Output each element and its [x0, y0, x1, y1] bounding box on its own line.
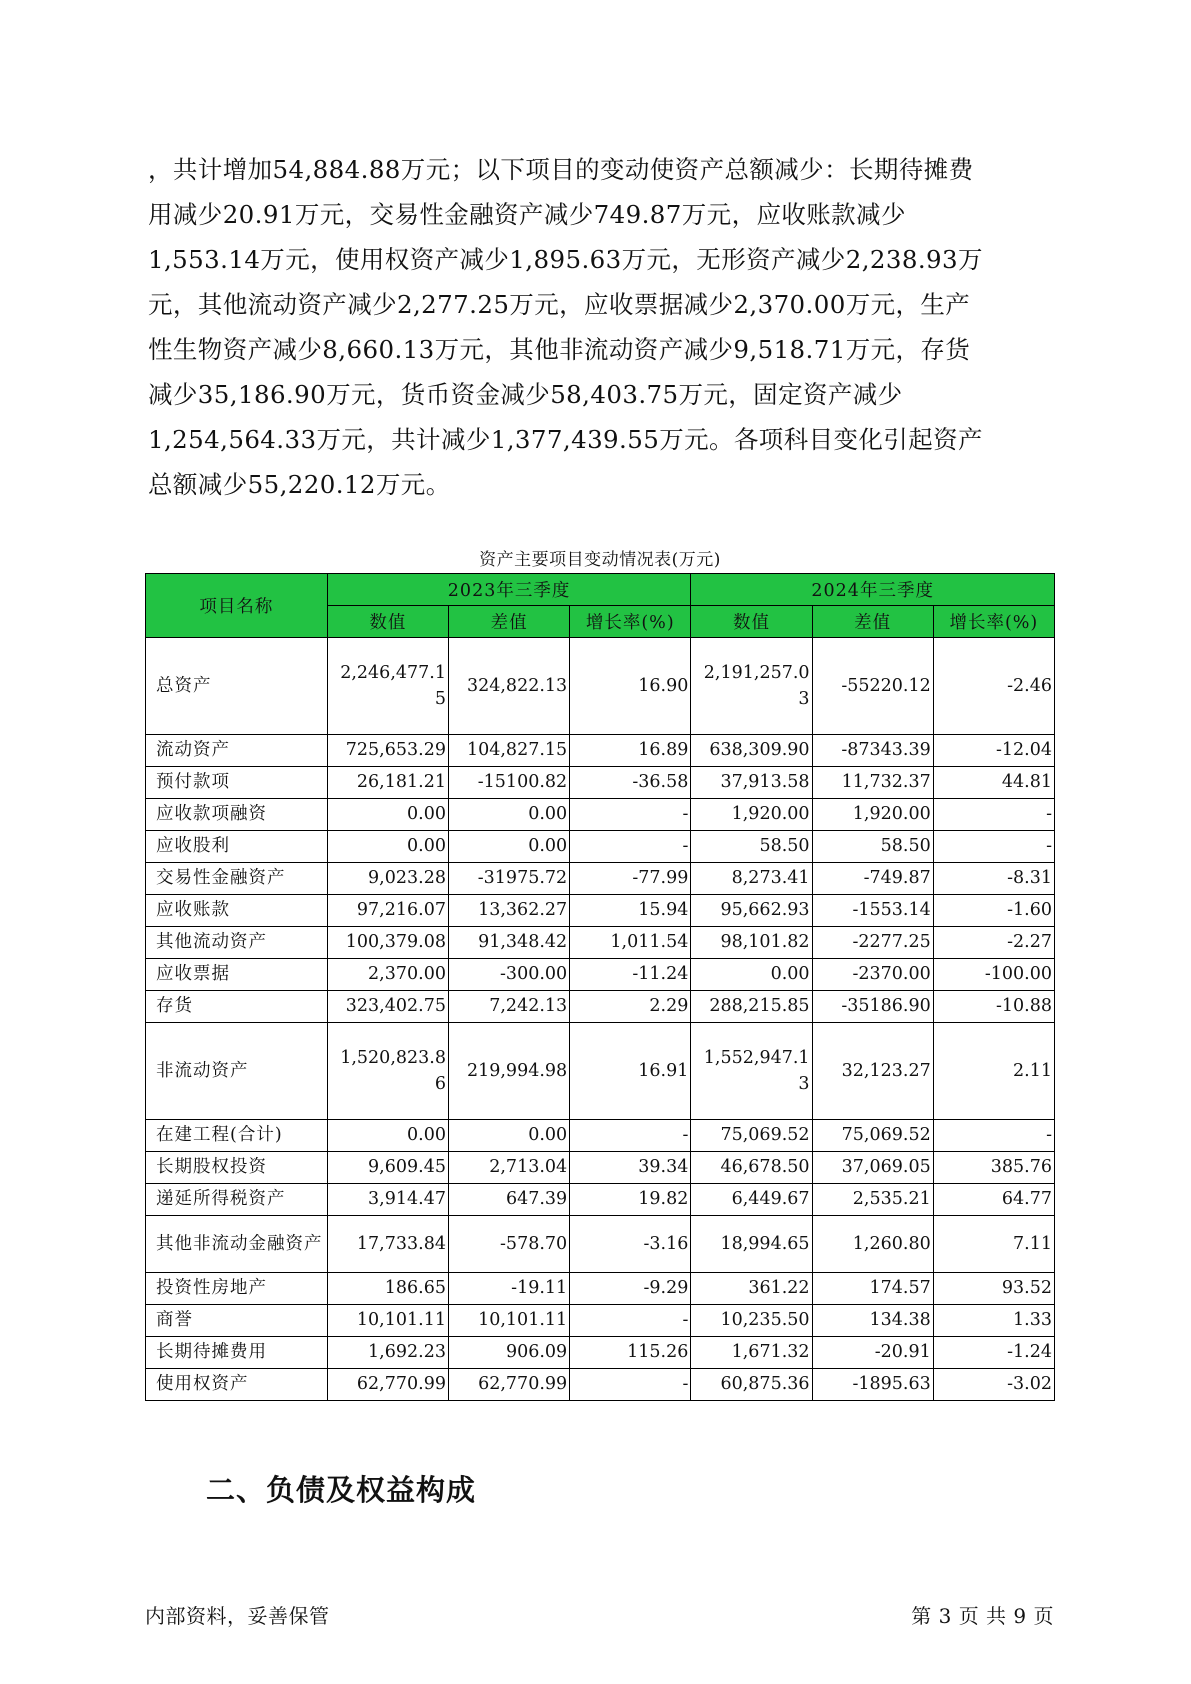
- rate-2023: -: [570, 1369, 691, 1401]
- value-2023: 323,402.75: [327, 991, 448, 1023]
- asset-change-table: [145, 573, 1055, 1401]
- header-diff-2023: 差值: [448, 606, 569, 638]
- table-row: [146, 895, 1055, 927]
- rate-2023: 15.94: [570, 895, 691, 927]
- header-value-2024: 数值: [691, 606, 812, 638]
- row-item-name: 应收股利: [146, 831, 328, 863]
- rate-2024: -1.24: [933, 1337, 1054, 1369]
- paragraph-line: 总额减少55,220.12万元。: [148, 470, 451, 499]
- rate-2024: 1.33: [933, 1305, 1054, 1337]
- diff-2023: -31975.72: [448, 863, 569, 895]
- diff-2023: 104,827.15: [448, 735, 569, 767]
- rate-2024: -3.02: [933, 1369, 1054, 1401]
- rate-2024: -2.46: [933, 638, 1054, 735]
- value-2023: 9,609.45: [327, 1152, 448, 1184]
- row-item-name: 其他非流动金融资产: [146, 1216, 328, 1273]
- header-rate-2023: 增长率(%): [570, 606, 691, 638]
- row-item-name: 投资性房地产: [146, 1273, 328, 1305]
- header-2024-group: 2024年三季度: [691, 574, 1055, 606]
- value-2024: 37,913.58: [691, 767, 812, 799]
- rate-2023: -11.24: [570, 959, 691, 991]
- diff-2024: 11,732.37: [812, 767, 933, 799]
- row-item-name: 长期待摊费用: [146, 1337, 328, 1369]
- diff-2024: 75,069.52: [812, 1120, 933, 1152]
- rate-2023: 16.90: [570, 638, 691, 735]
- diff-2024: 1,260.80: [812, 1216, 933, 1273]
- rate-2024: -12.04: [933, 735, 1054, 767]
- diff-2024: -1895.63: [812, 1369, 933, 1401]
- diff-2023: 0.00: [448, 1120, 569, 1152]
- value-2023: 97,216.07: [327, 895, 448, 927]
- value-2024: 95,662.93: [691, 895, 812, 927]
- header-value-2023: 数值: [327, 606, 448, 638]
- paragraph-line: 用减少20.91万元，交易性金融资产减少749.87万元，应收账款减少: [148, 200, 906, 229]
- paragraph-line: 减少35,186.90万元，货币资金减少58,403.75万元，固定资产减少: [148, 380, 903, 409]
- value-2024: 638,309.90: [691, 735, 812, 767]
- value-2023: 0.00: [327, 1120, 448, 1152]
- value-2024: 18,994.65: [691, 1216, 812, 1273]
- diff-2024: 1,920.00: [812, 799, 933, 831]
- table-row: [146, 927, 1055, 959]
- value-2024: 58.50: [691, 831, 812, 863]
- row-item-name: 总资产: [146, 638, 328, 735]
- table-row: [146, 767, 1055, 799]
- diff-2023: 0.00: [448, 831, 569, 863]
- diff-2024: 2,535.21: [812, 1184, 933, 1216]
- table-row: [146, 991, 1055, 1023]
- value-2024: 10,235.50: [691, 1305, 812, 1337]
- diff-2023: 324,822.13: [448, 638, 569, 735]
- table-row: [146, 1152, 1055, 1184]
- row-item-name: 商誉: [146, 1305, 328, 1337]
- rate-2023: -9.29: [570, 1273, 691, 1305]
- table-header-row: [146, 574, 1055, 606]
- value-2023: 100,379.08: [327, 927, 448, 959]
- rate-2024: -1.60: [933, 895, 1054, 927]
- diff-2024: -35186.90: [812, 991, 933, 1023]
- diff-2023: -578.70: [448, 1216, 569, 1273]
- rate-2023: 16.89: [570, 735, 691, 767]
- rate-2023: -: [570, 831, 691, 863]
- diff-2024: -87343.39: [812, 735, 933, 767]
- footer-left: 内部资料，妥善保管: [145, 1604, 330, 1628]
- rate-2023: -: [570, 1120, 691, 1152]
- diff-2023: 7,242.13: [448, 991, 569, 1023]
- rate-2023: 16.91: [570, 1023, 691, 1120]
- rate-2023: 1,011.54: [570, 927, 691, 959]
- value-2024: 8,273.41: [691, 863, 812, 895]
- rate-2024: 93.52: [933, 1273, 1054, 1305]
- row-item-name: 预付款项: [146, 767, 328, 799]
- value-2024: 361.22: [691, 1273, 812, 1305]
- rate-2023: -36.58: [570, 767, 691, 799]
- diff-2024: 58.50: [812, 831, 933, 863]
- rate-2024: -: [933, 831, 1054, 863]
- diff-2024: -749.87: [812, 863, 933, 895]
- value-2024: 75,069.52: [691, 1120, 812, 1152]
- footer-page-number: 第 3 页 共 9 页: [911, 1604, 1054, 1628]
- row-item-name: 非流动资产: [146, 1023, 328, 1120]
- table-row: [146, 1273, 1055, 1305]
- rate-2024: 64.77: [933, 1184, 1054, 1216]
- value-2023: 1,520,823.86: [327, 1023, 448, 1120]
- diff-2023: 2,713.04: [448, 1152, 569, 1184]
- diff-2023: -19.11: [448, 1273, 569, 1305]
- header-item-name: 项目名称: [146, 574, 328, 638]
- value-2024: 1,671.32: [691, 1337, 812, 1369]
- table-row: [146, 863, 1055, 895]
- diff-2024: 32,123.27: [812, 1023, 933, 1120]
- header-2023-group: 2023年三季度: [327, 574, 691, 606]
- diff-2023: 13,362.27: [448, 895, 569, 927]
- value-2024: 0.00: [691, 959, 812, 991]
- diff-2024: -20.91: [812, 1337, 933, 1369]
- value-2023: 0.00: [327, 831, 448, 863]
- value-2024: 60,875.36: [691, 1369, 812, 1401]
- diff-2023: 62,770.99: [448, 1369, 569, 1401]
- diff-2024: 37,069.05: [812, 1152, 933, 1184]
- table-row: [146, 1120, 1055, 1152]
- value-2024: 46,678.50: [691, 1152, 812, 1184]
- rate-2024: -10.88: [933, 991, 1054, 1023]
- row-item-name: 应收票据: [146, 959, 328, 991]
- value-2023: 2,370.00: [327, 959, 448, 991]
- rate-2023: 19.82: [570, 1184, 691, 1216]
- diff-2024: -2370.00: [812, 959, 933, 991]
- diff-2023: 91,348.42: [448, 927, 569, 959]
- diff-2024: -2277.25: [812, 927, 933, 959]
- header-diff-2024: 差值: [812, 606, 933, 638]
- rate-2023: -: [570, 799, 691, 831]
- row-item-name: 在建工程(合计): [146, 1120, 328, 1152]
- rate-2023: 2.29: [570, 991, 691, 1023]
- row-item-name: 其他流动资产: [146, 927, 328, 959]
- paragraph-line: 元，其他流动资产减少2,277.25万元，应收票据减少2,370.00万元，生产: [148, 290, 971, 319]
- value-2024: 6,449.67: [691, 1184, 812, 1216]
- value-2024: 1,920.00: [691, 799, 812, 831]
- rate-2023: -: [570, 1305, 691, 1337]
- rate-2024: -8.31: [933, 863, 1054, 895]
- rate-2023: -77.99: [570, 863, 691, 895]
- table-row: [146, 1369, 1055, 1401]
- table-caption: 资产主要项目变动情况表(万元): [479, 550, 721, 570]
- diff-2023: 0.00: [448, 799, 569, 831]
- value-2023: 186.65: [327, 1273, 448, 1305]
- diff-2023: 10,101.11: [448, 1305, 569, 1337]
- value-2024: 1,552,947.13: [691, 1023, 812, 1120]
- diff-2023: 219,994.98: [448, 1023, 569, 1120]
- value-2024: 98,101.82: [691, 927, 812, 959]
- row-item-name: 交易性金融资产: [146, 863, 328, 895]
- rate-2024: 385.76: [933, 1152, 1054, 1184]
- row-item-name: 使用权资产: [146, 1369, 328, 1401]
- table-row: [146, 831, 1055, 863]
- table-row: [146, 638, 1055, 735]
- value-2023: 3,914.47: [327, 1184, 448, 1216]
- table-row: [146, 1023, 1055, 1120]
- rate-2023: -3.16: [570, 1216, 691, 1273]
- row-item-name: 应收账款: [146, 895, 328, 927]
- table-row: [146, 735, 1055, 767]
- diff-2023: 906.09: [448, 1337, 569, 1369]
- value-2024: 288,215.85: [691, 991, 812, 1023]
- table-row: [146, 1184, 1055, 1216]
- diff-2024: -1553.14: [812, 895, 933, 927]
- value-2024: 2,191,257.03: [691, 638, 812, 735]
- table-row: [146, 799, 1055, 831]
- paragraph-line: 1,254,564.33万元，共计减少1,377,439.55万元。各项科目变化引起资产: [148, 425, 983, 454]
- row-item-name: 长期股权投资: [146, 1152, 328, 1184]
- rate-2024: -: [933, 799, 1054, 831]
- value-2023: 1,692.23: [327, 1337, 448, 1369]
- paragraph-line: 1,553.14万元，使用权资产减少1,895.63万元，无形资产减少2,238.93万: [148, 245, 983, 274]
- row-item-name: 流动资产: [146, 735, 328, 767]
- value-2023: 2,246,477.15: [327, 638, 448, 735]
- rate-2024: 7.11: [933, 1216, 1054, 1273]
- row-item-name: 存货: [146, 991, 328, 1023]
- body-paragraph: [148, 147, 1053, 507]
- header-rate-2024: 增长率(%): [933, 606, 1054, 638]
- value-2023: 26,181.21: [327, 767, 448, 799]
- value-2023: 0.00: [327, 799, 448, 831]
- diff-2023: -300.00: [448, 959, 569, 991]
- diff-2024: -55220.12: [812, 638, 933, 735]
- diff-2023: 647.39: [448, 1184, 569, 1216]
- table-row: [146, 959, 1055, 991]
- diff-2024: 174.57: [812, 1273, 933, 1305]
- paragraph-line: 性生物资产减少8,660.13万元，其他非流动资产减少9,518.71万元，存货: [148, 335, 971, 364]
- table-row: [146, 1305, 1055, 1337]
- value-2023: 17,733.84: [327, 1216, 448, 1273]
- rate-2023: 39.34: [570, 1152, 691, 1184]
- table-row: [146, 1337, 1055, 1369]
- rate-2024: 44.81: [933, 767, 1054, 799]
- value-2023: 10,101.11: [327, 1305, 448, 1337]
- table-row: [146, 1216, 1055, 1273]
- rate-2023: 115.26: [570, 1337, 691, 1369]
- row-item-name: 递延所得税资产: [146, 1184, 328, 1216]
- rate-2024: -100.00: [933, 959, 1054, 991]
- value-2023: 62,770.99: [327, 1369, 448, 1401]
- diff-2024: 134.38: [812, 1305, 933, 1337]
- paragraph-line: ，共计增加54,884.88万元；以下项目的变动使资产总额减少：长期待摊费: [148, 155, 974, 184]
- section-heading: 二、负债及权益构成: [206, 1473, 477, 1507]
- rate-2024: -: [933, 1120, 1054, 1152]
- rate-2024: -2.27: [933, 927, 1054, 959]
- row-item-name: 应收款项融资: [146, 799, 328, 831]
- rate-2024: 2.11: [933, 1023, 1054, 1120]
- diff-2023: -15100.82: [448, 767, 569, 799]
- value-2023: 725,653.29: [327, 735, 448, 767]
- value-2023: 9,023.28: [327, 863, 448, 895]
